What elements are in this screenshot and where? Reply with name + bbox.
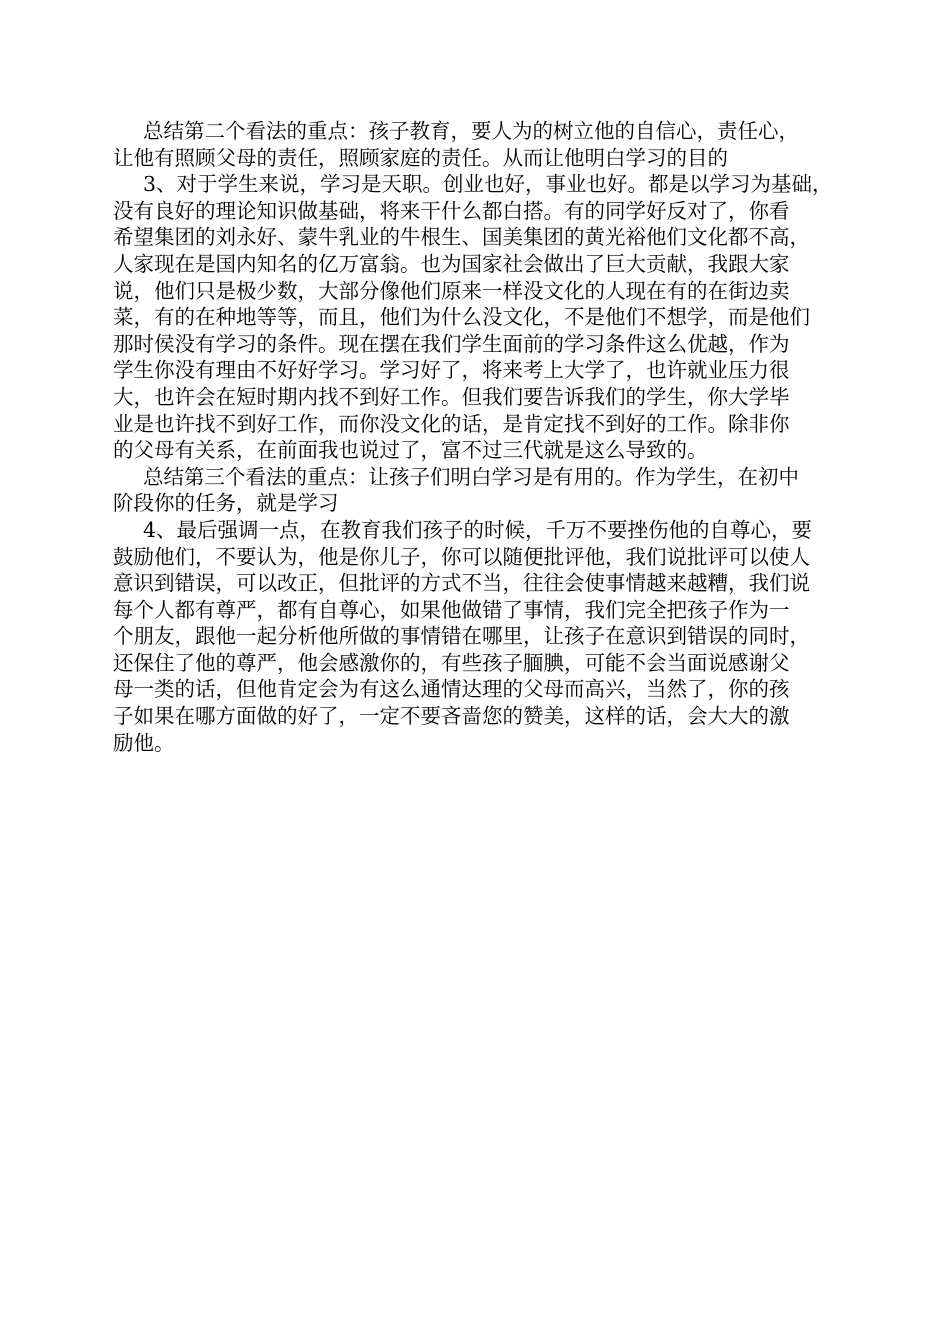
text-line: 人家现在是国内知名的亿万富翁。也为国家社会做出了巨大贡献，我跟大家 [113,251,790,276]
paragraph-summary-three [113,464,833,517]
text-line: 让他有照顾父母的责任，照顾家庭的责任。从而让他明白学习的目的 [113,145,728,170]
text-line: 希望集团的刘永好、蒙牛乳业的牛根生、国美集团的黄光裕他们文化都不高， [113,225,810,250]
paragraph-point-four [113,517,833,756]
text-line: 个朋友，跟他一起分析他所做的事情错在哪里，让孩子在意识到错误的同时， [113,624,810,649]
text-line: 每个人都有尊严，都有自尊心，如果他做错了事情，我们完全把孩子作为一 [113,597,790,622]
text-line: 业是也许找不到好工作，而你没文化的话，是肯定找不到好的工作。除非你 [113,411,790,436]
text-line: 没有良好的理论知识做基础，将来干什么都白搭。有的同学好反对了，你看 [113,198,790,223]
text-line: 还保住了他的尊严，他会感激你的，有些孩子腼腆，可能不会当面说感谢父 [113,650,790,675]
text-line: 总结第三个看法的重点：让孩子们明白学习是有用的。作为学生，在初中 [143,464,799,489]
text-line: 学生你没有理由不好好学习。学习好了，将来考上大学了，也许就业压力很 [113,358,790,383]
text-line: 大，也许会在短时期内找不到好工作。但我们要告诉我们的学生，你大学毕 [113,384,790,409]
paragraph-summary-two [113,118,833,171]
paragraph-point-three [113,171,833,464]
text-line: 阶段你的任务，就是学习 [113,491,339,516]
text-line: 母一类的话，但他肯定会为有这么通情达理的父母而高兴，当然了，你的孩 [113,677,790,702]
text-line: 4、最后强调一点，在教育我们孩子的时候，千万不要挫伤他的自尊心，要 [143,517,813,542]
text-line: 子如果在哪方面做的好了，一定不要吝啬您的赞美，这样的话，会大大的激 [113,704,790,729]
text-line: 励他。 [113,730,175,755]
text-line: 3、对于学生来说，学习是天职。创业也好，事业也好。都是以学习为基础， [143,172,833,197]
text-line: 的父母有关系，在前面我也说过了，富不过三代就是这么导致的。 [113,438,708,463]
text-line: 鼓励他们，不要认为，他是你儿子，你可以随便批评他，我们说批评可以使人 [113,544,810,569]
document-body [113,118,833,756]
text-line: 说，他们只是极少数，大部分像他们原来一样没文化的人现在有的在街边卖 [113,278,790,303]
text-line: 菜，有的在种地等等，而且，他们为什么没文化，不是他们不想学，而是他们 [113,305,810,330]
text-line: 那时侯没有学习的条件。现在摆在我们学生面前的学习条件这么优越，作为 [113,331,790,356]
text-line: 总结第二个看法的重点：孩子教育，要人为的树立他的自信心，责任心， [143,119,799,143]
text-line: 意识到错误，可以改正，但批评的方式不当，往往会使事情越来越糟，我们说 [113,571,810,596]
